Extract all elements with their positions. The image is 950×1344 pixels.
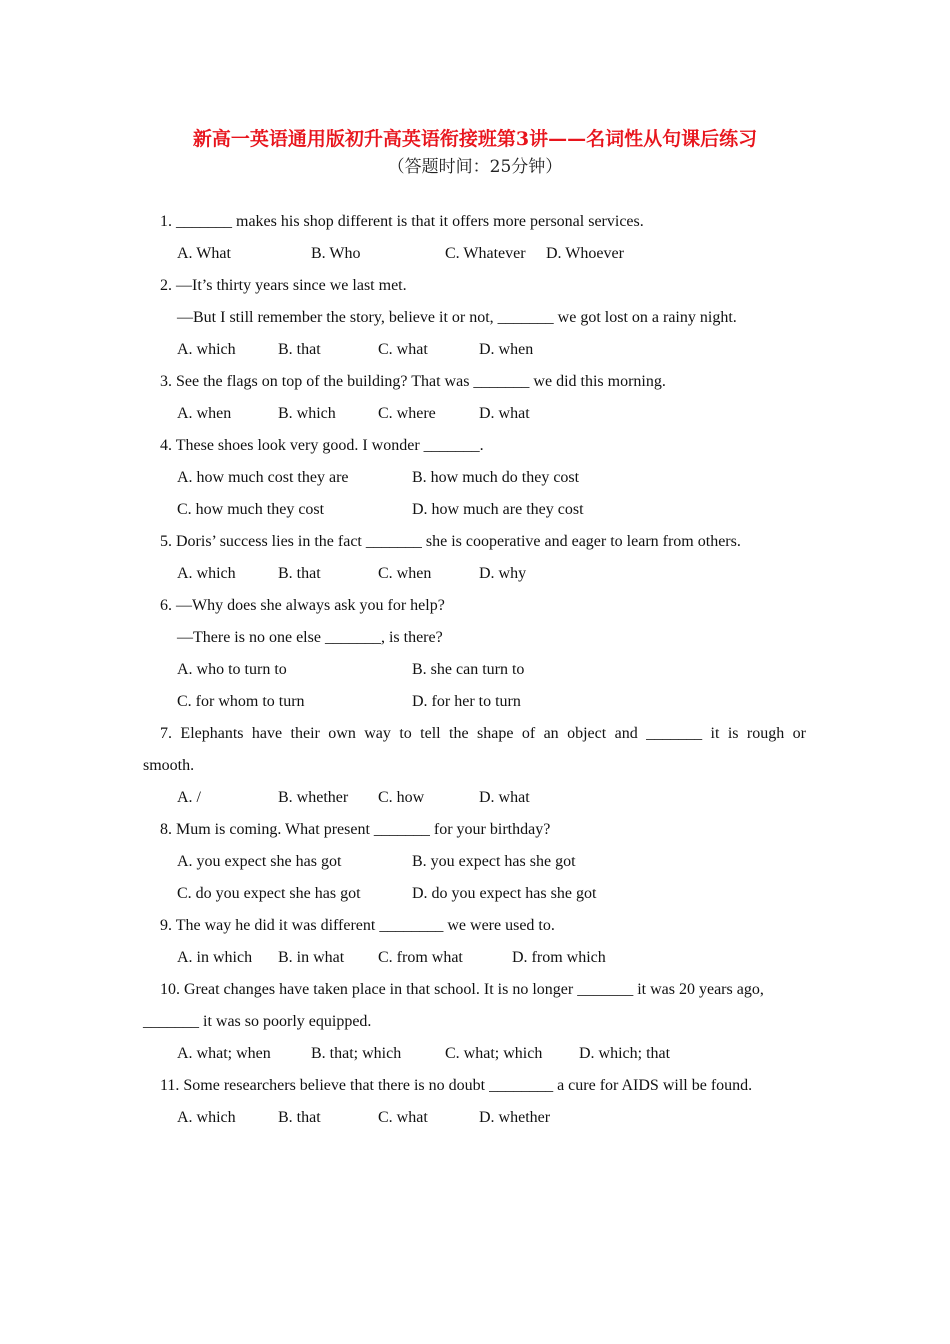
- q2-option-d: D. when: [479, 341, 534, 358]
- question-2-line2: —But I still remember the story, believe it or not, _______ we got lost on a rainy night.: [177, 309, 737, 326]
- q1-option-b: B. Who: [311, 245, 361, 262]
- question-8: 8. Mum is coming. What present _______ for your birthday?: [160, 821, 551, 838]
- q8-option-b: B. you expect has she got: [412, 853, 576, 870]
- q9-option-d: D. from which: [512, 949, 606, 966]
- question-7-line2: smooth.: [143, 757, 195, 774]
- question-10: 10. Great changes have taken place in that school. It is no longer _______ it was 20 years ago,: [160, 981, 764, 998]
- q4-option-c: C. how much they cost: [177, 501, 325, 518]
- q1-option-a: A. What: [177, 245, 231, 262]
- q1-option-c: C. Whatever: [445, 245, 526, 262]
- q10-option-a: A. what; when: [177, 1045, 271, 1062]
- question-1: 1. _______ makes his shop different is that it offers more personal services.: [160, 213, 644, 230]
- question-3: 3. See the flags on top of the building? That was _______ we did this morning.: [160, 373, 666, 390]
- question-2: 2. —It’s thirty years since we last met.: [160, 277, 407, 294]
- q2-option-b: B. that: [278, 341, 321, 358]
- question-11: 11. Some researchers believe that there is no doubt ________ a cure for AIDS will be found.: [160, 1077, 753, 1094]
- document-title: 新高一英语通用版初升高英语衔接班第3讲——名词性从句课后练习: [192, 128, 758, 150]
- q3-option-a: A. when: [177, 405, 232, 422]
- q7-option-d: D. what: [479, 789, 530, 806]
- q6-option-d: D. for her to turn: [412, 693, 521, 710]
- q5-option-b: B. that: [278, 565, 321, 582]
- q6-option-a: A. who to turn to: [177, 661, 287, 678]
- q9-option-b: B. in what: [278, 949, 345, 966]
- q5-option-a: A. which: [177, 565, 236, 582]
- question-6: 6. —Why does she always ask you for help?: [160, 597, 445, 614]
- q11-option-d: D. whether: [479, 1109, 551, 1126]
- q11-option-b: B. that: [278, 1109, 321, 1126]
- q4-option-a: A. how much cost they are: [177, 469, 349, 486]
- q5-option-d: D. why: [479, 565, 527, 582]
- question-5: 5. Doris’ success lies in the fact _______ she is cooperative and eager to learn from others.: [160, 533, 741, 550]
- q2-option-a: A. which: [177, 341, 236, 358]
- q10-option-b: B. that; which: [311, 1045, 402, 1062]
- q7-option-a: A. /: [177, 789, 201, 806]
- q7-option-b: B. whether: [278, 789, 349, 806]
- question-9: 9. The way he did it was different ________ we were used to.: [160, 917, 555, 934]
- q8-option-d: D. do you expect has she got: [412, 885, 597, 902]
- q8-option-c: C. do you expect she has got: [177, 885, 361, 902]
- question-4: 4. These shoes look very good. I wonder _______.: [160, 437, 484, 454]
- q10-option-c: C. what; which: [445, 1045, 543, 1062]
- q6-option-b: B. she can turn to: [412, 661, 525, 678]
- q4-option-b: B. how much do they cost: [412, 469, 580, 486]
- q3-option-b: B. which: [278, 405, 336, 422]
- question-7: 7. Elephants have their own way to tell the shape of an object and _______ it is rough or: [160, 725, 806, 742]
- q6-option-c: C. for whom to turn: [177, 693, 305, 710]
- q11-option-c: C. what: [378, 1109, 428, 1126]
- q9-option-a: A. in which: [177, 949, 253, 966]
- q9-option-c: C. from what: [378, 949, 463, 966]
- q8-option-a: A. you expect she has got: [177, 853, 342, 870]
- q5-option-c: C. when: [378, 565, 432, 582]
- q4-option-d: D. how much are they cost: [412, 501, 584, 518]
- q10-option-d: D. which; that: [579, 1045, 671, 1062]
- q11-option-a: A. which: [177, 1109, 236, 1126]
- answer-time: （答题时间：25分钟）: [387, 157, 563, 177]
- q3-option-d: D. what: [479, 405, 530, 422]
- q3-option-c: C. where: [378, 405, 436, 422]
- q2-option-c: C. what: [378, 341, 428, 358]
- q1-option-d: D. Whoever: [546, 245, 624, 262]
- question-6-line2: —There is no one else _______, is there?: [177, 629, 443, 646]
- q7-option-c: C. how: [378, 789, 425, 806]
- question-10-line2: _______ it was so poorly equipped.: [143, 1013, 372, 1030]
